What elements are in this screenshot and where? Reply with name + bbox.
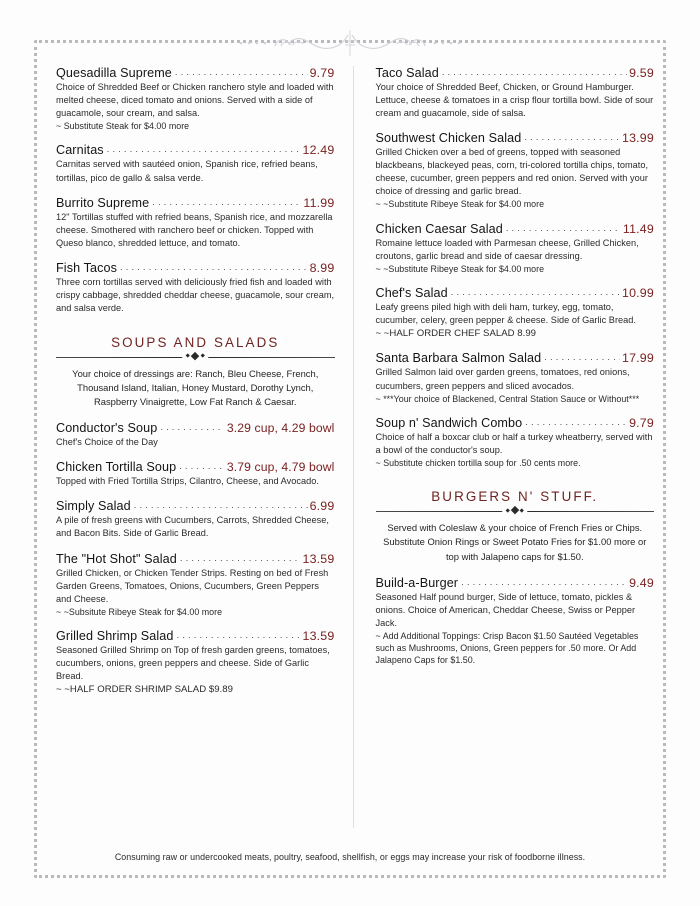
menu-item-header xyxy=(376,351,655,365)
menu-item-price: 13.59 xyxy=(302,629,335,644)
footer-disclaimer: Consuming raw or undercooked meats, poultry, seafood, shellfish, or eggs may increase your risk of foodborne illness. xyxy=(114,852,586,862)
menu-item-price: 3.79 cup, 4.79 bowl xyxy=(226,460,335,475)
menu-item-price: 9.79 xyxy=(309,66,335,80)
dot-leader xyxy=(160,422,224,433)
menu-item-header xyxy=(56,261,335,275)
section-soups-and-salads xyxy=(56,335,335,409)
menu-item[interactable] xyxy=(56,552,335,618)
menu-item[interactable] xyxy=(56,460,335,488)
menu-item-description: Grilled Chicken, or Chicken Tender Strips. Resting on bed of Fresh Garden Greens, Tomatoes, Onions, Cucumbers, Green Peppers and Cheese. xyxy=(56,567,329,604)
menu-item-name: The "Hot Shot" Salad xyxy=(56,551,177,566)
dot-leader xyxy=(442,67,627,78)
menu-item-note: ~ Substitute Steak for $4.00 more xyxy=(56,121,190,132)
menu-item[interactable] xyxy=(376,286,655,340)
menu-item-description: 12" Tortillas stuffed with refried beans, Spanish rice, and mozzarella cheese. Smothered with ranchero beef or chicken. Topped with Queso blanco, shredded lettuce, and tomato. xyxy=(56,211,333,248)
menu-item-description: Carnitas served with sautéed onion, Spanish rice, refried beans, tortillas, pico de gallo & salsa verde. xyxy=(56,159,318,183)
menu-item[interactable] xyxy=(56,499,335,540)
menu-item[interactable] xyxy=(56,261,335,315)
dot-leader xyxy=(152,197,301,208)
menu-item-description: Seasoned Half pound burger, Side of lettuce, tomato, pickles & onions. Choice of American, Cheddar Cheese, Swiss or Pepper Jack. xyxy=(375,591,636,628)
dot-leader xyxy=(175,67,308,78)
menu-item-header xyxy=(376,576,655,590)
menu-item-description: Choice of Shredded Beef or Chicken ranchero style and loaded with melted cheese, diced tomato and onions. Served with a side of guacamole, sour cream, and salsa. xyxy=(56,82,334,119)
section-divider-rule xyxy=(56,353,335,362)
menu-item-note: ~ Add Additional Toppings: Crisp Bacon $1.50 Sautéed Vegetables such as Mushrooms, Onions, Green peppers for .50 more. Or Add Jalapeno Caps for $1.50. xyxy=(375,630,639,666)
section-intro-text: Served with Coleslaw & your choice of French Fries or Chips. Substitute Onion Rings or Sweet Potato Fries for $1.00 more or top with Jalapeno caps for $1.50. xyxy=(383,522,647,562)
dot-leader xyxy=(524,132,620,143)
menu-item[interactable] xyxy=(56,629,335,696)
menu-item[interactable] xyxy=(376,416,655,469)
dot-leader xyxy=(179,461,224,472)
menu-item[interactable] xyxy=(56,143,335,184)
menu-item-header xyxy=(56,143,335,157)
menu-item-price: 12.49 xyxy=(302,143,335,158)
menu-item-name: Chef's Salad xyxy=(375,286,448,301)
menu-item[interactable] xyxy=(376,66,655,120)
dot-leader xyxy=(120,262,308,273)
menu-item-description: Grilled Salmon laid over garden greens, tomatoes, red onions, cucumbers, green peppers and sliced avocados. xyxy=(375,367,630,391)
menu-item-description: Chef's Choice of the Day xyxy=(56,437,158,448)
menu-item-description: Choice of half a boxcar club or half a turkey wheatberry, served with a bowl of the conductor's soup. xyxy=(375,431,653,455)
menu-item-note: ~ ~HALF ORDER SHRIMP SALAD $9.89 xyxy=(56,684,233,696)
menu-item-price: 9.79 xyxy=(629,415,654,430)
menu-item-description: Grilled Chicken over a bed of greens, topped with seasoned blackbeans, blackeyed peas, corn, tri-colored tortilla chips, tomato, cheese, cucumber, green peppers and red onion. Served with your choice of dressing and garlic bread. xyxy=(375,147,649,197)
menu-item-price: 8.99 xyxy=(309,260,335,275)
dot-leader xyxy=(544,352,620,363)
top-flourish-ornament xyxy=(0,26,700,60)
menu-item-description: Topped with Fried Tortilla Strips, Cilantro, Cheese, and Avocado. xyxy=(56,476,319,487)
menu-item-price: 9.59 xyxy=(629,66,654,80)
menu-item-description: Romaine lettuce loaded with Parmesan cheese, Grilled Chicken, croutons, garlic bread and side of caesar dressing. xyxy=(375,237,639,261)
menu-item-price: 9.49 xyxy=(629,575,654,590)
menu-item-price: 6.99 xyxy=(309,499,335,514)
menu-item[interactable] xyxy=(376,576,655,667)
menu-columns xyxy=(56,66,654,828)
menu-item-price: 3.29 cup, 4.29 bowl xyxy=(226,421,335,436)
dot-leader xyxy=(107,144,301,155)
right-column xyxy=(353,66,655,828)
menu-item-name: Quesadilla Supreme xyxy=(56,66,172,80)
menu-item-header xyxy=(56,499,335,513)
menu-item-note: ~ ~Subsitute Ribeye Steak for $4.00 more xyxy=(56,606,223,617)
menu-item-description: Leafy greens piled high with deli ham, turkey, egg, tomato, cucumber, celery, green pepper & cheese. Side of Garlic Bread. xyxy=(375,302,636,326)
menu-item-header xyxy=(56,196,335,210)
menu-item-header xyxy=(376,131,655,145)
menu-item-name: Burrito Supreme xyxy=(56,195,150,210)
dot-leader xyxy=(461,577,627,588)
menu-item-description: Your choice of Shredded Beef, Chicken, or Ground Hamburger. Lettuce, cheese & tomatoes in a crisp flour tortilla bowl. Side of sour cream and guacamole, side of salsa. xyxy=(375,82,654,119)
menu-item-name: Build-a-Burger xyxy=(375,575,459,590)
menu-item-price: 13.59 xyxy=(302,551,335,566)
menu-item-header xyxy=(376,222,655,236)
diamond-large-center xyxy=(191,352,199,360)
menu-item-header xyxy=(56,66,335,80)
menu-item[interactable] xyxy=(56,196,335,250)
menu-item-header xyxy=(376,286,655,300)
menu-item-name: Taco Salad xyxy=(375,66,439,80)
menu-item-name: Chicken Tortilla Soup xyxy=(56,460,177,475)
menu-item-price: 17.99 xyxy=(621,351,654,366)
diamond-large-center xyxy=(511,506,519,514)
diamond-small-left xyxy=(505,508,509,512)
section-intro-text: Your choice of dressings are: Ranch, Bleu Cheese, French, Thousand Island, Italian, Honey Mustard, Dorothy Lynch, Raspberry Vinaigrette, Low Fat Ranch & Caesar. xyxy=(72,367,319,408)
dot-leader xyxy=(525,417,627,428)
dot-leader xyxy=(180,553,301,564)
diamond-ornament xyxy=(183,353,209,359)
diamond-small-right xyxy=(200,354,204,358)
menu-item-note: ~ ***Your choice of Blackened, Central Station Sauce or Without*** xyxy=(375,393,640,404)
dot-leader xyxy=(177,630,301,641)
menu-item-note: ~ ~HALF ORDER CHEF SALAD 8.99 xyxy=(375,328,537,340)
diamond-small-right xyxy=(520,508,524,512)
menu-item[interactable] xyxy=(56,66,335,132)
menu-item-name: Soup n' Sandwich Combo xyxy=(375,415,523,430)
section-burgers-n-stuff xyxy=(376,489,655,563)
menu-item-header xyxy=(376,416,655,430)
diamond-small-left xyxy=(186,354,190,358)
menu-item-price: 11.49 xyxy=(622,221,654,236)
menu-item-header xyxy=(56,552,335,566)
menu-item-description: Three corn tortillas served with deliciously fried fish and loaded with crispy cabbage, shredded cheddar cheese, guacamole, sour cream, and salsa verde. xyxy=(56,276,335,313)
dot-leader xyxy=(451,287,620,298)
menu-item-price: 10.99 xyxy=(621,286,654,301)
menu-item[interactable] xyxy=(376,351,655,404)
menu-item-price: 13.99 xyxy=(621,131,654,146)
left-column xyxy=(56,66,353,828)
menu-item-price: 11.99 xyxy=(303,195,335,210)
menu-item-header xyxy=(56,460,335,474)
section-title: BURGERS N' STUFF. xyxy=(431,489,599,505)
menu-item-description: A pile of fresh greens with Cucumbers, Carrots, Shredded Cheese, and Bacon Bits. Side of Garlic Bread. xyxy=(56,515,329,539)
menu-item[interactable] xyxy=(56,421,335,449)
section-divider-rule xyxy=(376,507,655,516)
menu-item-note: ~ ~Substitute Ribeye Steak for $4.00 more xyxy=(375,199,545,210)
menu-item-name: Conductor's Soup xyxy=(56,421,158,436)
menu-item-note: ~ Substitute chicken tortilla soup for .50 cents more. xyxy=(375,458,581,469)
section-title: SOUPS AND SALADS xyxy=(111,334,280,350)
menu-item-name: Grilled Shrimp Salad xyxy=(56,629,174,644)
menu-item[interactable] xyxy=(376,222,655,275)
menu-item-name: Carnitas xyxy=(56,143,104,158)
menu-item-name: Santa Barbara Salmon Salad xyxy=(375,351,542,366)
dot-leader xyxy=(506,223,621,234)
dot-leader xyxy=(134,500,308,511)
menu-item[interactable] xyxy=(376,131,655,211)
diamond-ornament xyxy=(502,507,528,513)
menu-item-header xyxy=(56,421,335,435)
menu-item-header xyxy=(376,66,655,80)
menu-item-note: ~ ~Substitute Ribeye Steak for $4.00 more xyxy=(375,263,545,274)
menu-item-name: Fish Tacos xyxy=(56,260,117,275)
menu-item-name: Southwest Chicken Salad xyxy=(375,131,522,146)
menu-item-name: Chicken Caesar Salad xyxy=(375,221,503,236)
menu-item-name: Simply Salad xyxy=(56,499,131,514)
menu-item-description: Seasoned Grilled Shrimp on Top of fresh garden greens, tomatoes, cucumbers, onions, green peppers and cheese. Side of Garlic Bread. xyxy=(56,645,330,682)
menu-item-header xyxy=(56,629,335,643)
